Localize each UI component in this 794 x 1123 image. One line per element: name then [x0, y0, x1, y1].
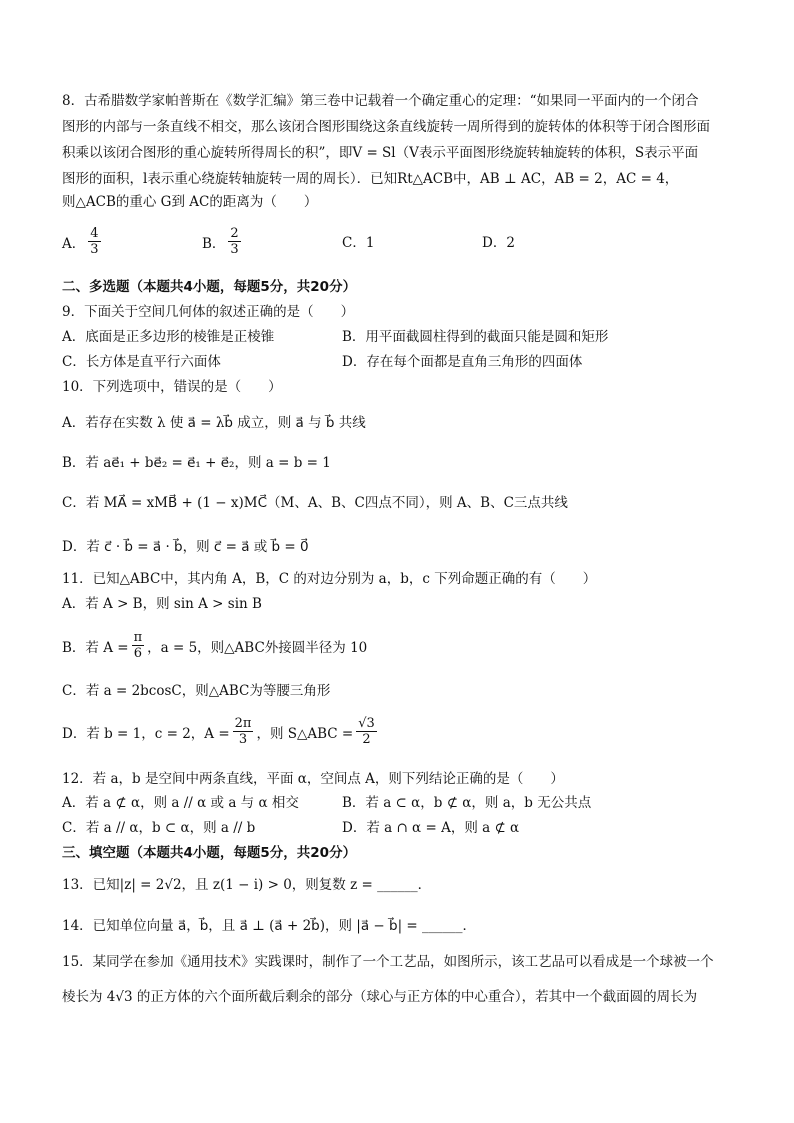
section-3-heading: 三、填空题（本题共4小题，每题5分，共20分）	[62, 845, 357, 861]
q8-option-c: C．1	[342, 235, 375, 251]
q10-option-d: D．若 c⃗ · b⃗ = a⃗ · b⃗，则 c⃗ = a⃗ 或 b⃗ = 0⃗	[62, 539, 309, 555]
q14-text: 14．已知单位向量 a⃗，b⃗，且 a⃗ ⊥ (a⃗ + 2b⃗)，则 |a⃗ − b⃗| = ______．	[62, 918, 477, 934]
q11-option-d-numerator-a: 2π	[234, 716, 252, 731]
q15-line-1: 15．某同学在参加《通用技术》实践课时，制作了一个工艺品，如图所示，该工艺品可以看成是一个球被一个	[62, 954, 714, 970]
q11-option-b-numerator: π	[133, 630, 143, 645]
q8-option-b-numerator: 2	[230, 226, 239, 241]
q12-option-d: D．若 a ∩ α = A，则 a ⊄ α	[342, 820, 520, 836]
q8-option-a-fraction	[88, 226, 100, 257]
q11-option-c: C．若 a = 2bcosC，则△ABC为等腰三角形	[62, 683, 331, 699]
q11-option-d-denominator-a: 3	[238, 732, 248, 747]
q11-option-b-denominator: 6	[133, 646, 142, 661]
q9-option-a: A．底面是正多边形的棱锥是正棱锥	[62, 329, 275, 345]
q15-line-2: 棱长为 4√3 的正方体的六个面所截后剩余的部分（球心与正方体的中心重合），若其中一个截面圆的周长为	[62, 989, 698, 1005]
q8-option-a-denominator: 3	[90, 242, 99, 257]
section-2-heading: 二、多选题（本题共4小题，每题5分，共20分）	[62, 279, 357, 295]
q9-option-c: C．长方体是直平行六面体	[62, 354, 221, 370]
q8-option-b-prefix: B．	[202, 235, 226, 252]
q11-option-b-fraction	[132, 630, 145, 661]
q8-option-b-denominator: 3	[230, 242, 239, 257]
q8-option-a	[62, 226, 104, 257]
q11-option-d	[62, 716, 380, 747]
q12-option-b: B．若 a ⊂ α，b ⊄ α，则 a，b 无公共点	[342, 795, 592, 811]
q13-text: 13．已知|z| = 2√2，且 z(1 − i) > 0，则复数 z = ______．	[62, 877, 432, 893]
q9-option-d: D．存在每个面都是直角三角形的四面体	[342, 354, 583, 370]
q11-option-b-pre: B．若 A =	[62, 639, 129, 656]
q8-option-d: D．2	[482, 235, 515, 251]
q11-option-a: A．若 A > B，则 sin A > sin B	[62, 596, 262, 612]
q8-line-1: 8．古希腊数学家帕普斯在《数学汇编》第三卷中记载着一个确定重心的定理：“如果同一平面内的一个闭合	[62, 93, 699, 109]
q12-option-a: A．若 a ⊄ α，则 a // α 或 a 与 α 相交	[62, 795, 299, 811]
q11-option-d-fraction-a	[233, 716, 254, 747]
q8-line-3: 积乘以该闭合图形的重心旋转所得周长的积”，即V = Sl（V表示平面图形绕旋转轴旋转的体积，S表示平面	[62, 145, 699, 161]
q12-option-c: C．若 a // α，b ⊂ α，则 a // b	[62, 820, 256, 836]
q11-option-b-post: ，a = 5，则△ABC外接圆半径为 10	[147, 639, 368, 656]
q8-option-b-fraction	[228, 226, 240, 257]
q10-option-c: C．若 MA⃗ = xMB⃗ + (1 − x)MC⃗（M、A、B、C四点不同），则 A、B、C三点共线	[62, 495, 568, 511]
q11-option-d-fraction-s	[356, 716, 377, 747]
q12-stem: 12．若 a，b 是空间中两条直线，平面 α，空间点 A，则下列结论正确的是（ ）	[62, 771, 564, 787]
q10-option-a: A．若存在实数 λ 使 a⃗ = λb⃗ 成立，则 a⃗ 与 b⃗ 共线	[62, 415, 366, 431]
q9-option-b: B．用平面截圆柱得到的截面只能是圆和矩形	[342, 329, 609, 345]
q11-stem: 11．已知△ABC中，其内角 A，B，C 的对边分别为 a，b，c 下列命题正确的有（ ）	[62, 571, 597, 587]
q8-line-4: 图形的面积，l表示重心绕旋转轴旋转一周的周长）．已知Rt△ACB中，AB ⊥ AC，AB = 2，AC = 4，	[62, 171, 679, 187]
q11-option-d-mid: ，则 S△ABC =	[256, 725, 354, 742]
q8-option-a-prefix: A．	[62, 235, 86, 252]
q11-option-d-pre: D．若 b = 1，c = 2，A =	[62, 725, 230, 742]
q8-line-2: 图形的内部与一条直线不相交，那么该闭合图形围绕这条直线旋转一周所得到的旋转体的体积等于闭合图形面	[62, 119, 710, 135]
q10-stem: 10．下列选项中，错误的是（ ）	[62, 379, 282, 395]
q8-option-a-numerator: 4	[90, 226, 99, 241]
q11-option-d-denominator-s: 2	[362, 732, 371, 747]
q8-line-5: 则△ACB的重心 G到 AC的距离为（ ）	[62, 194, 318, 210]
q9-stem: 9．下面关于空间几何体的叙述正确的是（ ）	[62, 304, 355, 320]
q11-option-d-numerator-s: √3	[358, 716, 375, 731]
q10-option-b: B．若 ae⃗₁ + be⃗₂ = e⃗₁ + e⃗₂，则 a = b = 1	[62, 455, 331, 471]
q8-option-b	[202, 226, 244, 257]
q11-option-b	[62, 630, 367, 661]
